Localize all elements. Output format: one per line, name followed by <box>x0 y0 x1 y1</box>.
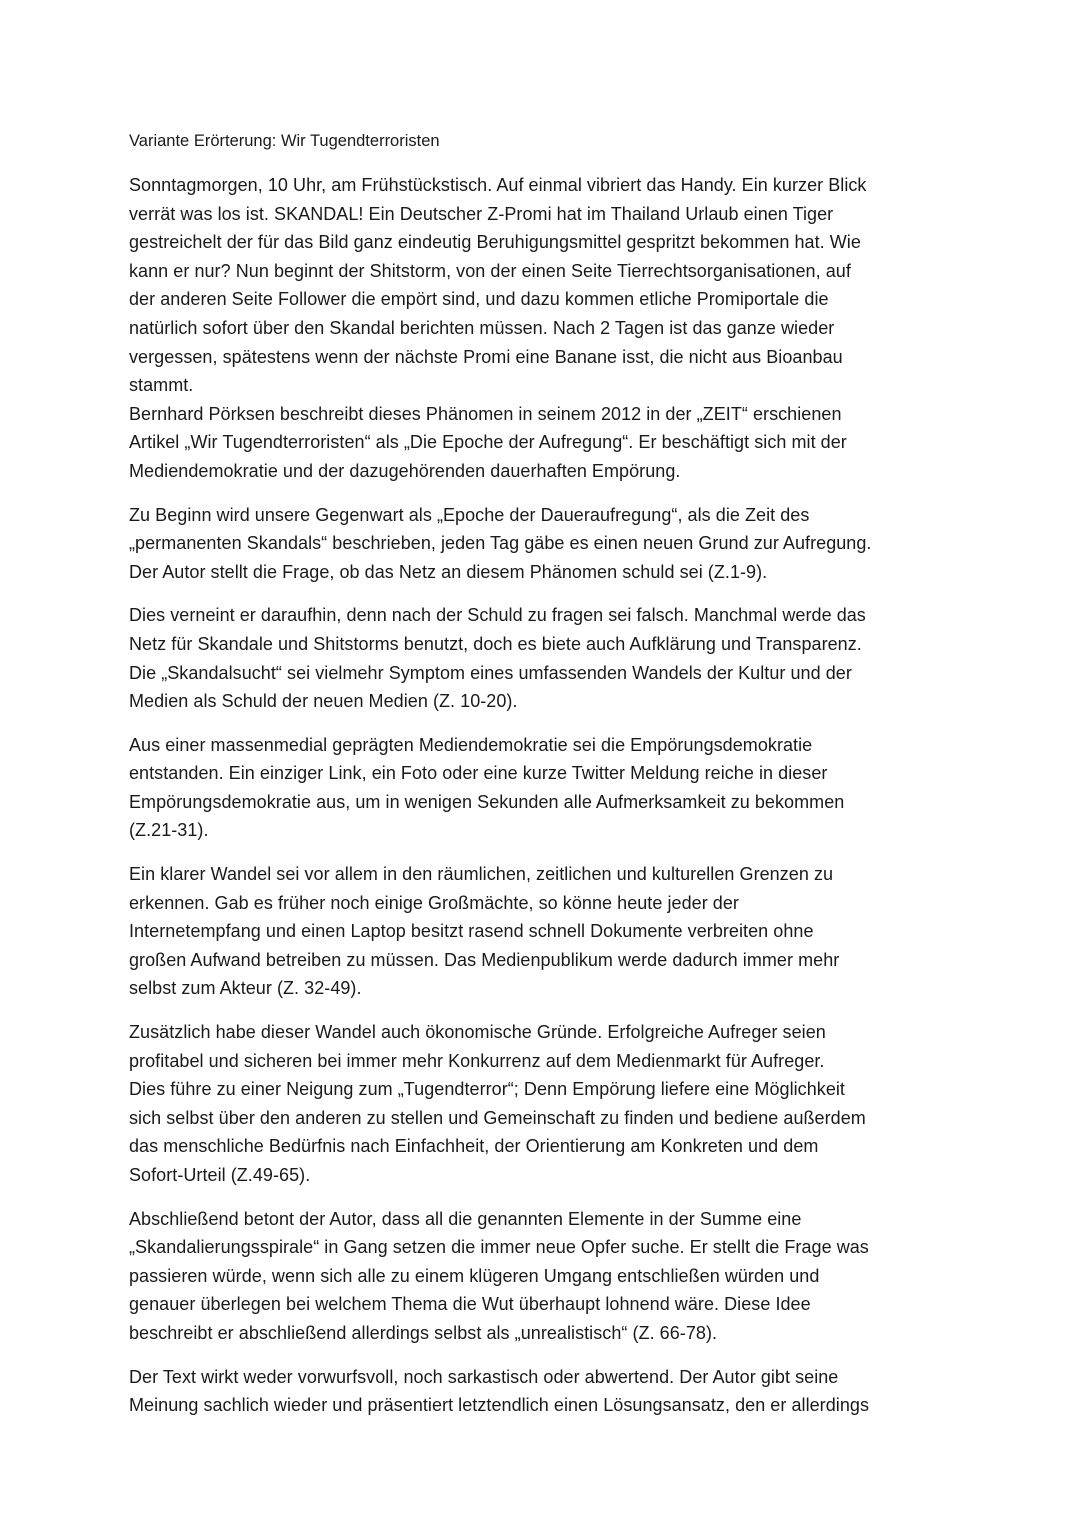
text-line: vergessen, spätestens wenn der nächste Promi eine Banane isst, die nicht aus Bioanbau <box>129 346 843 367</box>
paragraph <box>129 1205 951 1348</box>
text-line: großen Aufwand betreiben zu müssen. Das Medienpublikum werde dadurch immer mehr <box>129 949 840 970</box>
text-line: Zusätzlich habe dieser Wandel auch ökonomische Gründe. Erfolgreiche Aufreger seien <box>129 1022 826 1043</box>
document-body <box>129 171 951 1420</box>
text-line: Bernhard Pörksen beschreibt dieses Phänomen in seinem 2012 in der „ZEIT“ erschienen <box>129 403 842 424</box>
paragraph <box>129 1018 951 1190</box>
paragraph <box>129 601 951 715</box>
document-title: Variante Erörterung: Wir Tugendterroristen <box>129 132 440 150</box>
text-line: erkennen. Gab es früher noch einige Großmächte, so könne heute jeder der <box>129 892 739 913</box>
text-line: Netz für Skandale und Shitstorms benutzt, doch es biete auch Aufklärung und Transparenz. <box>129 633 862 654</box>
text-line: (Z.21-31). <box>129 820 209 841</box>
paragraph <box>129 400 951 486</box>
paragraph <box>129 731 951 845</box>
text-line: „Skandalierungsspirale“ in Gang setzen die immer neue Opfer suche. Er stellt die Frage was <box>129 1237 869 1258</box>
text-line: Der Text wirkt weder vorwurfsvoll, noch sarkastisch oder abwertend. Der Autor gibt seine <box>129 1366 839 1387</box>
text-line: profitabel und sicheren bei immer mehr Konkurrenz auf dem Medienmarkt für Aufreger. <box>129 1050 825 1071</box>
text-line: Internetempfang und einen Laptop besitzt rasend schnell Dokumente verbreiten ohne <box>129 921 814 942</box>
text-line: „permanenten Skandals“ beschrieben, jeden Tag gäbe es einen neuen Grund zur Aufregung. <box>129 533 872 554</box>
text-line: verrät was los ist. SKANDAL! Ein Deutscher Z-Promi hat im Thailand Urlaub einen Tiger <box>129 203 834 224</box>
text-line: Der Autor stellt die Frage, ob das Netz an diesem Phänomen schuld sei (Z.1-9). <box>129 561 768 582</box>
text-line: Artikel „Wir Tugendterroristen“ als „Die Epoche der Aufregung“. Er beschäftigt sich mit der <box>129 432 847 453</box>
text-line: Ein klarer Wandel sei vor allem in den räumlichen, zeitlichen und kulturellen Grenzen zu <box>129 864 834 885</box>
text-line: gestreichelt der für das Bild ganz eindeutig Beruhigungsmittel gespritzt bekommen hat. Wie <box>129 232 861 253</box>
text-line: Die „Skandalsucht“ sei vielmehr Symptom eines umfassenden Wandels der Kultur und der <box>129 662 852 683</box>
text-line: kann er nur? Nun beginnt der Shitstorm, von der einen Seite Tierrechtsorganisationen, auf <box>129 260 851 281</box>
text-line: genauer überlegen bei welchem Thema die Wut überhaupt lohnend wäre. Diese Idee <box>129 1294 811 1315</box>
paragraph <box>129 501 951 587</box>
text-line: Zu Beginn wird unsere Gegenwart als „Epoche der Daueraufregung“, als die Zeit des <box>129 504 810 525</box>
text-line: der anderen Seite Follower die empört sind, und dazu kommen etliche Promiportale die <box>129 289 829 310</box>
text-line: selbst zum Akteur (Z. 32-49). <box>129 978 362 999</box>
text-line: natürlich sofort über den Skandal berichten müssen. Nach 2 Tagen ist das ganze wieder <box>129 317 835 338</box>
text-line: sich selbst über den anderen zu stellen und Gemeinschaft zu finden und bediene außerdem <box>129 1107 866 1128</box>
paragraph <box>129 171 951 400</box>
text-line: Dies verneint er daraufhin, denn nach der Schuld zu fragen sei falsch. Manchmal werde das <box>129 605 866 626</box>
text-line: passieren würde, wenn sich alle zu einem klügeren Umgang entschließen würden und <box>129 1265 820 1286</box>
text-line: Mediendemokratie und der dazugehörenden dauerhaften Empörung. <box>129 460 681 481</box>
text-line: Abschließend betont der Autor, dass all die genannten Elemente in der Summe eine <box>129 1208 802 1229</box>
text-line: Meinung sachlich wieder und präsentiert letztendlich einen Lösungsansatz, den er allerdings <box>129 1395 870 1416</box>
text-line: Dies führe zu einer Neigung zum „Tugendterror“; Denn Empörung liefere eine Möglichkeit <box>129 1079 845 1100</box>
text-line: beschreibt er abschließend allerdings selbst als „unrealistisch“ (Z. 66-78). <box>129 1322 718 1343</box>
text-line: entstanden. Ein einziger Link, ein Foto oder eine kurze Twitter Meldung reiche in dieser <box>129 763 828 784</box>
text-line: stammt. <box>129 375 194 396</box>
paragraph <box>129 1363 951 1420</box>
text-line: Aus einer massenmedial geprägten Mediendemokratie sei die Empörungsdemokratie <box>129 734 813 755</box>
text-line: das menschliche Bedürfnis nach Einfachheit, der Orientierung am Konkreten und dem <box>129 1136 819 1157</box>
text-line: Medien als Schuld der neuen Medien (Z. 10-20). <box>129 691 518 712</box>
text-line: Sofort-Urteil (Z.49-65). <box>129 1165 311 1185</box>
text-line: Sonntagmorgen, 10 Uhr, am Frühstückstisch. Auf einmal vibriert das Handy. Ein kurzer Blick <box>129 175 867 195</box>
document-content <box>129 129 951 1435</box>
text-line: Empörungsdemokratie aus, um in wenigen Sekunden alle Aufmerksamkeit zu bekommen <box>129 791 845 812</box>
paragraph <box>129 860 951 1003</box>
